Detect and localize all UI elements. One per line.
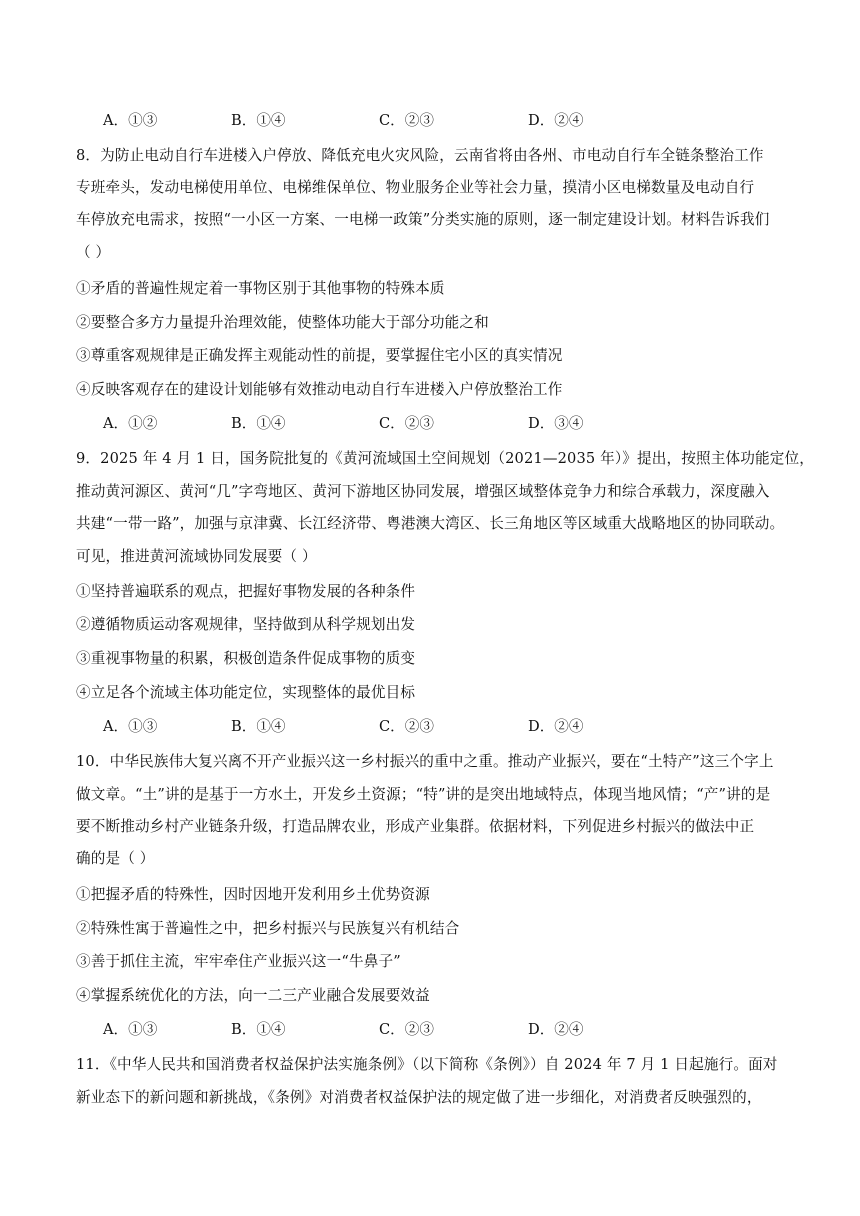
q9-stem-line-4: 可见，推进黄河流域协同发展要（ ）	[76, 548, 317, 565]
q9-option-b[interactable]: B．①④	[231, 718, 286, 735]
q10-item-1: ①把握矛盾的特殊性，因时因地开发利用乡土优势资源	[76, 886, 430, 903]
q10-item-3: ③善于抓住主流，牢牢牵住产业振兴这一“牛鼻子”	[76, 953, 401, 970]
q8-item-2: ②要整合多方力量提升治理效能，使整体功能大于部分功能之和	[76, 314, 489, 331]
q9-options	[103, 717, 703, 737]
q8-option-b[interactable]: B．①④	[231, 415, 286, 432]
q8-options	[103, 414, 703, 434]
q8-option-a[interactable]: A．①②	[103, 415, 158, 432]
q9-item-2: ②遵循物质运动客观规律，坚持做到从科学规划出发	[76, 616, 416, 633]
q10-stem-line-3: 要不断推动乡村产业链条升级，打造品牌农业，形成产业集群。依据材料，下列促进乡村振兴的做法中正	[76, 818, 755, 835]
q8-stem-line-1: 8．为防止电动自行车进楼入户停放、降低充电火灾风险，云南省将由各州、市电动自行车全链条整治工作	[76, 147, 764, 164]
q8-option-c[interactable]: C．②③	[379, 415, 434, 432]
q9-item-3: ③重视事物量的积累，积极创造条件促成事物的质变	[76, 650, 416, 667]
q10-stem-line-2: 做文章。“土”讲的是基于一方水土，开发乡土资源；“特”讲的是突出地域特点，体现当地风情；“产”讲的是	[76, 786, 771, 803]
q10-option-d[interactable]: D．②④	[528, 1021, 584, 1038]
q9-option-d[interactable]: D．②④	[528, 718, 584, 735]
q9-stem-line-1: 9．2025 年 4 月 1 日，国务院批复的《黄河流域国土空间规划（2021—2035 年）》提出，按照主体功能定位，	[76, 450, 814, 467]
q8-stem-line-2: 专班牵头，发动电梯使用单位、电梯维保单位、物业服务企业等社会力量，摸清小区电梯数量及电动自行	[76, 179, 755, 196]
q10-option-b[interactable]: B．①④	[231, 1021, 286, 1038]
q8-item-4: ④反映客观存在的建设计划能够有效推动电动自行车进楼入户停放整治工作	[76, 381, 563, 398]
q9-item-1: ①坚持普遍联系的观点，把握好事物发展的各种条件	[76, 583, 416, 600]
q7-option-b[interactable]: B．①④	[231, 112, 286, 129]
q8-stem-line-4: （ ）	[76, 244, 111, 261]
q8-option-d[interactable]: D．③④	[528, 415, 584, 432]
q11-stem-line-1: 11．《中华人民共和国消费者权益保护法实施条例》（以下简称《条例》）自 2024 年 7 月 1 日起施行。面对	[76, 1056, 778, 1073]
q10-stem-line-1: 10．中华民族伟大复兴离不开产业振兴这一乡村振兴的重中之重。推动产业振兴，要在“土特产”这三个字上	[76, 753, 774, 770]
q10-item-4: ④掌握系统优化的方法，向一二三产业融合发展要效益	[76, 987, 430, 1004]
q10-option-a[interactable]: A．①③	[103, 1021, 158, 1038]
q10-item-2: ②特殊性寓于普遍性之中，把乡村振兴与民族复兴有机结合	[76, 920, 460, 937]
q7-options	[103, 111, 703, 131]
q9-item-4: ④立足各个流域主体功能定位，实现整体的最优目标	[76, 684, 416, 701]
q7-option-c[interactable]: C．②③	[379, 112, 434, 129]
q9-option-c[interactable]: C．②③	[379, 718, 434, 735]
q11-stem-line-2: 新业态下的新问题和新挑战，《条例》对消费者权益保护法的规定做了进一步细化，对消费者反映强烈的，	[76, 1089, 762, 1106]
q9-option-a[interactable]: A．①③	[103, 718, 158, 735]
q10-options	[103, 1020, 703, 1040]
q8-item-3: ③尊重客观规律是正确发挥主观能动性的前提，要掌握住宅小区的真实情况	[76, 347, 563, 364]
q9-stem-line-2: 推动黄河源区、黄河“几”字弯地区、黄河下游地区协同发展，增强区域整体竞争力和综合承载力，深度融入	[76, 483, 770, 500]
q10-option-c[interactable]: C．②③	[379, 1021, 434, 1038]
q7-option-a[interactable]: A．①③	[103, 112, 158, 129]
q9-stem-line-3: 共建“一带一路”，加强与京津冀、长江经济带、粤港澳大湾区、长三角地区等区域重大战略地区的协同联动。	[76, 515, 785, 532]
q7-option-d[interactable]: D．②④	[528, 112, 584, 129]
q10-stem-line-4: 确的是（ ）	[76, 850, 155, 867]
q8-item-1: ①矛盾的普遍性规定着一事物区别于其他事物的特殊本质	[76, 280, 445, 297]
q8-stem-line-3: 车停放充电需求，按照“一小区一方案、一电梯一政策”分类实施的原则，逐一制定建设计划。材料告诉我们	[76, 211, 770, 228]
